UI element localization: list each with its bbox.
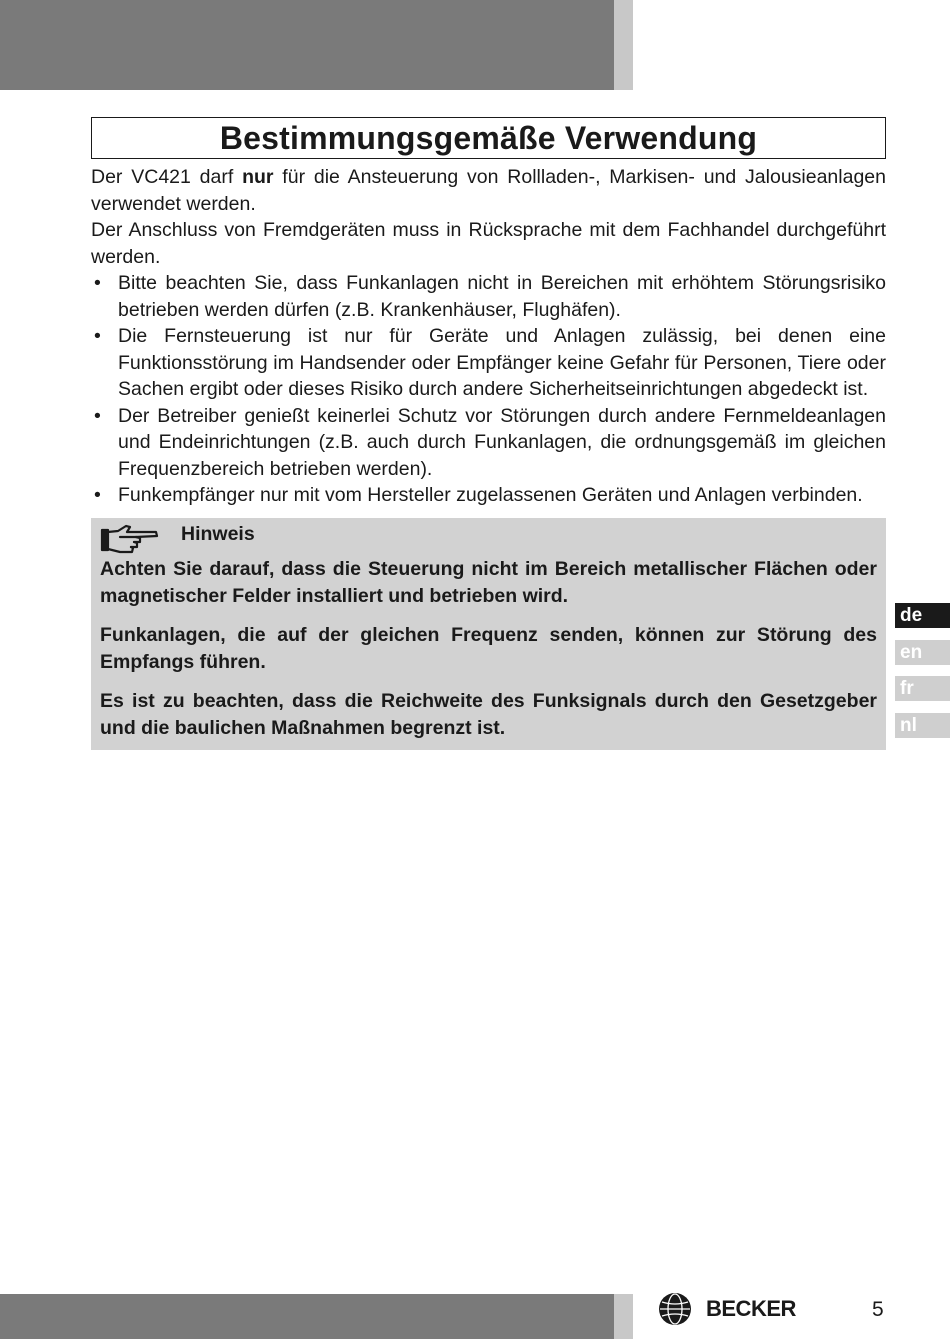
- brand-logo: [658, 1292, 796, 1326]
- header-band: [0, 0, 614, 90]
- bullet-dot: •: [94, 325, 101, 347]
- list-item: • Der Betreiber genießt keinerlei Schutz vor Störungen durch andere Fernmeldeanlagen und Endeinrichtungen (z.B. auch durch Funkanlagen, die ordnungsgemäß im gleichen Frequenzbereich betrieben werden).: [94, 404, 886, 480]
- title-box: [91, 117, 886, 159]
- emphasis-nur: nur: [242, 166, 274, 188]
- note-paragraph: Achten Sie darauf, dass die Steuerung nicht im Bereich metallischer Flächen oder magnetischer Felder installiert und betrieben wird.: [100, 557, 877, 607]
- language-tab-de[interactable]: de: [895, 603, 950, 628]
- pointing-hand-icon: [100, 522, 160, 556]
- becker-globe-icon: [658, 1292, 692, 1326]
- list-item: • Bitte beachten Sie, dass Funkanlagen nicht in Bereichen mit erhöhtem Störungsrisiko betrieben werden dürfen (z.B. Krankenhäuser, Flughäfen).: [94, 272, 886, 321]
- bullet-dot: •: [94, 272, 101, 294]
- bullet-list: [91, 270, 886, 509]
- note-header: [100, 522, 877, 556]
- header-band-edge: [614, 0, 633, 90]
- note-paragraph: Es ist zu beachten, dass die Reichweite des Funksignals durch den Gesetzgeber und die baulichen Maßnahmen begrenzt ist.: [100, 689, 877, 739]
- language-tab-fr[interactable]: fr: [895, 676, 950, 701]
- page-title: Bestimmungsgemäße Verwendung: [219, 119, 758, 156]
- page-number: 5: [872, 1298, 884, 1321]
- note-paragraph: Funkanlagen, die auf der gleichen Frequenz senden, können zur Störung des Empfangs führen.: [100, 623, 877, 673]
- footer-band-edge: [614, 1294, 633, 1339]
- brand-name: BECKER: [706, 1296, 796, 1321]
- list-item: • Die Fernsteuerung ist nur für Geräte und Anlagen zulässig, bei denen eine Funktionsstörung im Handsender oder Empfänger keine Gefahr für Personen, Tiere oder Sachen ergibt oder dieses Risiko durch andere Sicherheitseinrichtungen abgedeckt ist.: [94, 325, 886, 400]
- note-title: Hinweis: [181, 523, 255, 545]
- note-box: [91, 518, 886, 750]
- bullet-dot: •: [94, 404, 101, 427]
- main-content: [91, 117, 886, 750]
- intro-paragraph: Der VC421 darf nur für die Ansteuerung von Rollladen-, Markisen- und Jalousieanlagen verwendet werden.: [91, 166, 886, 215]
- connection-paragraph: Der Anschluss von Fremdgeräten muss in Rücksprache mit dem Fachhandel durchgeführt werden.: [91, 219, 886, 268]
- language-tab-en[interactable]: en: [895, 640, 950, 665]
- bullet-dot: •: [94, 484, 101, 506]
- language-tab-nl[interactable]: nl: [895, 713, 950, 738]
- footer-band: [0, 1294, 614, 1339]
- list-item: • Funkempfänger nur mit vom Hersteller zugelassenen Geräten und Anlagen verbinden.: [91, 482, 886, 509]
